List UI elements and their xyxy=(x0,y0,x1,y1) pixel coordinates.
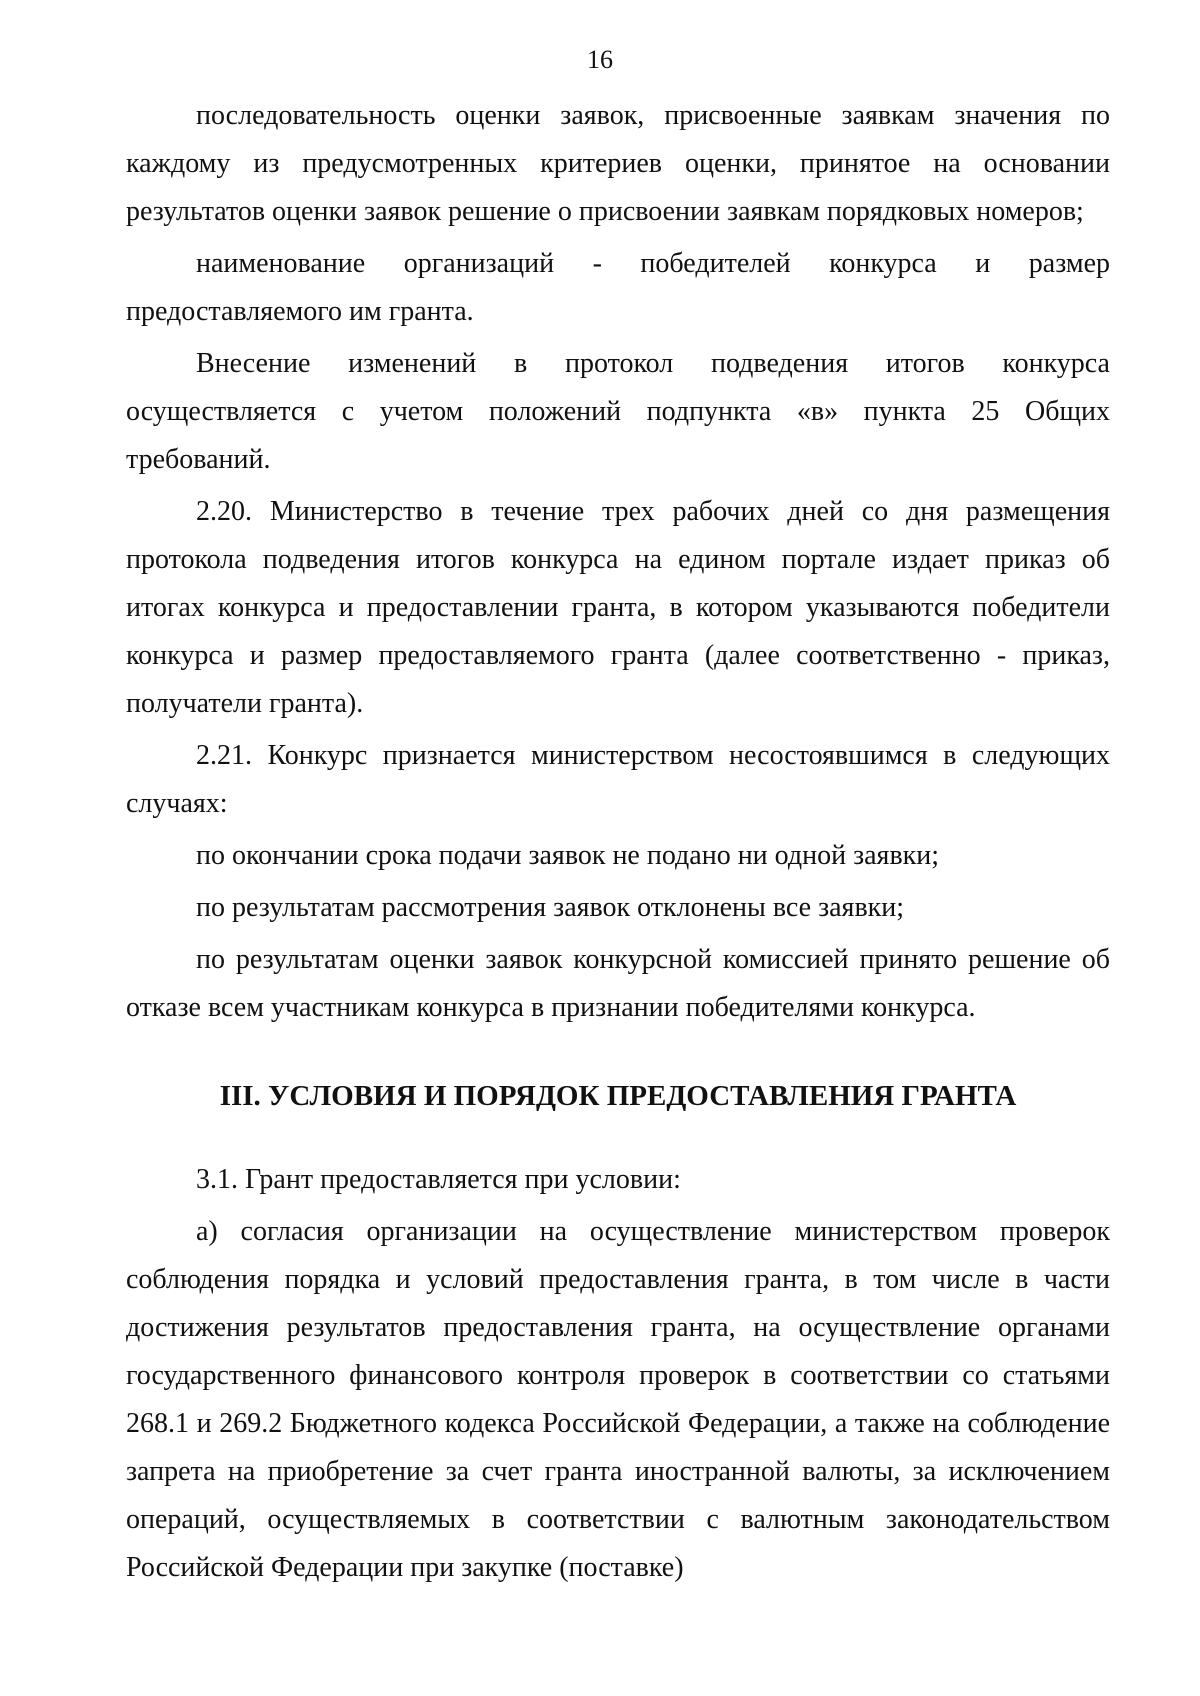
paragraph-no-applications: по окончании срока подачи заявок не подано ни одной заявки; xyxy=(196,840,940,871)
paragraph-2-21: 2.21. Конкурс признается министерством несостоявшимся в следующих случаях: xyxy=(126,740,1110,819)
paragraph-3-1-a: а) согласия организации на осуществление министерством проверок соблюдения порядка и условий предоставления гранта, в том числе в части достижения результатов предоставления гранта, на осуществление органами государственного финансового контроля проверок в соответствии со статьями 268.1 и 269.2 Бюджетного кодекса Российской Федерации, а также на соблюдение запрета на приобретение за счет гранта иностранной валюты, за исключением операций, осуществляемых в соответствии с валютным законодательством Российской Федерации при закупке (поставке) xyxy=(126,1216,1110,1583)
section-heading: III. УСЛОВИЯ И ПОРЯДОК ПРЕДОСТАВЛЕНИЯ ГРАНТА xyxy=(219,1080,1017,1112)
paragraph-all-rejected: по результатам рассмотрения заявок отклонены все заявки; xyxy=(196,892,905,923)
paragraph-winners-names: наименование организаций - победителей конкурса и размер предоставляемого им гранта. xyxy=(126,248,1110,327)
paragraph-3-1: 3.1. Грант предоставляется при условии: xyxy=(196,1164,681,1195)
page-number: 16 xyxy=(587,45,613,74)
paragraph-protocol-changes: Внесение изменений в протокол подведения итогов конкурса осуществляется с учетом положений подпункта «в» пункта 25 Общих требований. xyxy=(126,348,1110,475)
paragraph-commission-refusal: по результатам оценки заявок конкурсной комиссией принято решение об отказе всем участникам конкурса в признании победителями конкурса. xyxy=(126,944,1110,1023)
paragraph-evaluation-sequence: последовательность оценки заявок, присвоенные заявкам значения по каждому из предусмотренных критериев оценки, принятое на основании результатов оценки заявок решение о присвоении заявкам порядковых номеров; xyxy=(126,100,1110,227)
paragraph-2-20: 2.20. Министерство в течение трех рабочих дней со дня размещения протокола подведения итогов конкурса на едином портале издает приказ об итогах конкурса и предоставлении гранта, в котором указываются победители конкурса и размер предоставляемого гранта (далее соответственно - приказ, получатели гранта). xyxy=(126,496,1110,719)
document-body xyxy=(126,92,1110,1592)
